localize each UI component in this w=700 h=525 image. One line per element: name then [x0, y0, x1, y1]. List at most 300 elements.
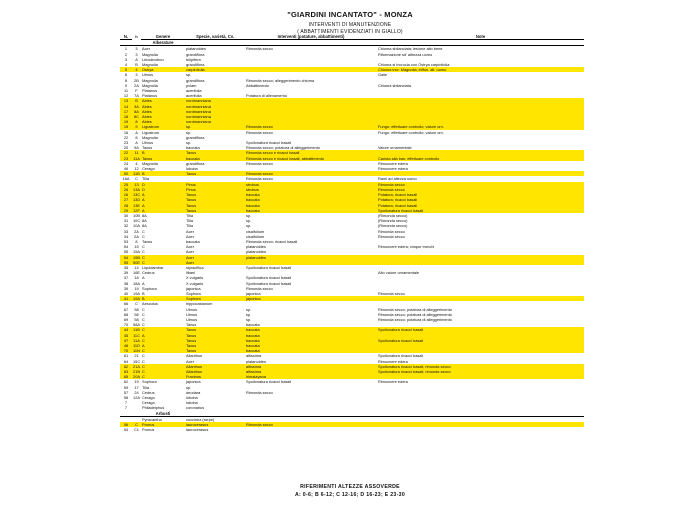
- cell-specie: Acer: [186, 228, 194, 234]
- cell-n: 25: [120, 182, 132, 187]
- cell-n: 17: [120, 109, 132, 114]
- cell-n: 64: [123, 358, 129, 364]
- cell-n: 12: [123, 93, 129, 99]
- cell-specie: baccata: [186, 238, 200, 244]
- cell-interventi: himalayana: [245, 374, 377, 379]
- cell-h: 9A: [134, 145, 139, 151]
- cell-h: 15C: [133, 358, 141, 364]
- cell-specie: acerifolia: [186, 88, 202, 94]
- cell-n: 39: [123, 285, 129, 291]
- cell-n: 33: [123, 228, 129, 234]
- cell-specie: grandiflora: [186, 77, 205, 83]
- cell-interventi: Spollonatura ricacci basali: [246, 264, 292, 270]
- cell-h: 11C: [133, 332, 140, 338]
- cell-h: 13A: [133, 186, 140, 192]
- cell-n: 6: [124, 72, 128, 78]
- cell-specie: nordmanniana: [185, 109, 245, 114]
- cell-h: 11A: [133, 337, 140, 343]
- cell-interventi: platanoides: [246, 244, 266, 250]
- cell-interventi: baccata: [245, 338, 377, 343]
- page-subtitle-2: ( ABBATTIMENTI EVIDENZIATI IN GIALLO): [297, 29, 403, 35]
- cell-h: 13C: [133, 192, 141, 198]
- cell-h: 17: [134, 384, 139, 390]
- cell-n: 29: [120, 208, 132, 213]
- cell-interventi: Rimonda secco; potatura di alleggerimento: [246, 145, 320, 151]
- cell-n: 67: [123, 306, 129, 312]
- cell-interventi: Rimonda secco e ricacci basali; abbattimento: [245, 156, 377, 161]
- cell-h: 2A: [134, 228, 139, 234]
- cell-interventi: platanoides: [246, 358, 266, 364]
- cell-interventi: baccata: [245, 327, 377, 332]
- cell-specie: Ulmus: [186, 306, 198, 312]
- cell-note: Rimonda secco; potatura di alleggerimento: [378, 306, 452, 312]
- cell-note: Rami ad altezza uomo: [378, 176, 417, 182]
- cell-h: 19A: [133, 290, 140, 296]
- cell-h: 3: [135, 46, 138, 52]
- cell-h: F: [135, 88, 138, 94]
- cell-n: 38: [123, 280, 129, 286]
- cell-genere: Tilia: [142, 384, 149, 390]
- cell-n: 58: [123, 395, 129, 401]
- cell-specie: libani: [186, 270, 196, 276]
- cell-note: Rimuovere edera: [378, 160, 408, 166]
- cell-n: 14: [120, 104, 132, 109]
- cell-genere: Acer: [142, 46, 150, 52]
- cell-note: Potatura; ricacci basali: [377, 197, 584, 202]
- cell-genere: A: [141, 197, 185, 202]
- cell-genere: C: [142, 249, 145, 255]
- cell-n: 7: [124, 405, 128, 411]
- cell-h: 10B: [133, 212, 140, 218]
- cell-h: B: [132, 98, 141, 103]
- cell-note: Fungo: effettuare controllo; valore orn.: [378, 129, 444, 135]
- cell-interventi: baccata: [245, 348, 377, 353]
- cell-note: Rimonda secco: [378, 233, 405, 239]
- cell-h: 3A: [132, 104, 141, 109]
- cell-genere: Magnolia: [142, 134, 158, 140]
- cell-h: 14: [134, 264, 139, 270]
- cell-interventi: Spollonatura ricacci basali: [246, 379, 292, 385]
- cell-genere: Cerago: [142, 395, 155, 401]
- cell-genere: Abies: [141, 104, 185, 109]
- cell-specie: tulipifera: [186, 56, 201, 62]
- cell-specie: Taxus: [185, 203, 245, 208]
- cell-genere: Pyracantha: [142, 416, 162, 422]
- cell-genere: Sophora: [142, 379, 157, 385]
- cell-h: 19: [134, 379, 139, 385]
- cell-n: 62: [120, 364, 132, 369]
- cell-specie: Allanthus: [186, 353, 203, 359]
- cell-note: Rimuovere edera: [378, 379, 408, 385]
- cell-specie: Pinus: [185, 182, 245, 187]
- cell-h: 12A: [133, 395, 140, 401]
- cell-genere: Taxus: [142, 238, 153, 244]
- cell-n: 18: [120, 114, 132, 119]
- cell-n: 20: [123, 145, 129, 151]
- cell-h: 11: [132, 150, 141, 155]
- cell-interventi: baccata: [245, 343, 377, 348]
- cell-interventi: sp.: [246, 212, 252, 218]
- cell-note: Spollonatura ricacci basali: [378, 353, 424, 359]
- cell-note: (Rimonda secco): [378, 218, 408, 224]
- cell-h: 8: [135, 238, 138, 244]
- cell-n: 53: [123, 238, 129, 244]
- cell-specie: Taxus: [185, 150, 245, 155]
- cell-genere: Taxus: [142, 145, 153, 151]
- cell-n: 19: [120, 119, 132, 124]
- cell-h: 16E: [133, 270, 140, 276]
- page-subtitle-1: INTERVENTI DI MANUTENZIONE: [308, 22, 392, 28]
- cell-genere: Liriodendron: [142, 56, 164, 62]
- cell-specie: sp.: [186, 129, 192, 135]
- page-title: "GIARDINI INCANTATO" - MONZA: [287, 10, 413, 19]
- cell-n: 28: [120, 203, 132, 208]
- footer-legend: [0, 484, 700, 498]
- cell-genere: Magnolia: [142, 160, 158, 166]
- cell-specie: Tilia: [186, 218, 193, 224]
- cell-note: Spollonatura ricacci basali; rimonda secco: [377, 364, 584, 369]
- cell-n: 23: [123, 140, 129, 146]
- cell-interventi: Spollonatura ricacci basali: [246, 275, 292, 281]
- cell-note: Spollonatura ricacci basali: [377, 338, 584, 343]
- cell-h: 10C: [133, 218, 141, 224]
- col-head-n: N.: [120, 34, 132, 40]
- col-head-specie: Specie, varietà, Cv.: [185, 34, 245, 40]
- cell-specie: Fraxinus: [185, 374, 245, 379]
- cell-h: 13: [132, 182, 141, 187]
- cell-genere: Magnolia: [142, 77, 158, 83]
- interventions-table: [120, 34, 584, 432]
- cell-specie: Taxus: [185, 348, 245, 353]
- cell-note: Fungo: effettuare controllo; valore orn.: [377, 124, 584, 129]
- cell-interventi: Rimonda secco: [246, 176, 273, 182]
- cell-genere: Cerago: [142, 400, 155, 406]
- cell-n: 40: [123, 290, 129, 296]
- cell-note: Rimuovere edera: [378, 166, 408, 172]
- cell-n: 11: [123, 88, 129, 94]
- cell-genere: Ulmus: [142, 72, 154, 78]
- cell-specie: Taxus: [185, 333, 245, 338]
- cell-specie: deodara: [186, 389, 201, 395]
- cell-genere: C: [141, 255, 185, 260]
- cell-h: C: [132, 422, 141, 427]
- cell-n: 54: [123, 427, 129, 433]
- cell-n: 65: [120, 374, 132, 379]
- cell-genere: C: [142, 233, 145, 239]
- cell-h: 18: [134, 275, 139, 281]
- cell-interventi: baccata: [245, 192, 377, 197]
- cell-n: 41: [120, 296, 132, 301]
- cell-genere: Liquidambar: [142, 264, 164, 270]
- cell-interventi: Abbattimento: [246, 82, 269, 88]
- cell-genere: Abies: [141, 119, 185, 124]
- cell-interventi: Rimonda secco: [245, 422, 377, 427]
- cell-interventi: Rimonda secco: [245, 124, 377, 129]
- cell-specie: nordmanniana: [185, 114, 245, 119]
- cell-n: 61: [123, 353, 129, 359]
- cell-genere: C: [142, 358, 145, 364]
- cell-specie: Taxus: [186, 322, 197, 328]
- cell-genere: D: [141, 182, 185, 187]
- cell-h: C: [135, 301, 138, 307]
- cell-interventi: cisalfolium: [246, 228, 265, 234]
- cell-genere: Ligustrum: [141, 124, 185, 129]
- cell-genere: D: [141, 187, 185, 192]
- cell-h: 18A: [133, 280, 140, 286]
- cell-h: 11N: [133, 348, 140, 354]
- cell-specie: styraciflua: [186, 264, 204, 270]
- cell-h: 21A: [133, 363, 140, 369]
- cell-specie: sp.: [186, 72, 192, 78]
- cell-specie: Allanthus: [185, 369, 245, 374]
- cell-genere: Aesculus: [142, 301, 158, 307]
- cell-genere: A: [141, 343, 185, 348]
- cell-genere: A: [142, 275, 145, 281]
- cell-genere: A: [141, 333, 185, 338]
- cell-genere: Philadelphus: [142, 405, 165, 411]
- cell-genere: A: [141, 192, 185, 197]
- cell-n: 26: [120, 192, 132, 197]
- cell-genere: A: [142, 280, 145, 286]
- col-head-genere: Genere: [141, 34, 185, 40]
- cell-note: Spollonatura ricacci basali; rimonda secco: [377, 369, 584, 374]
- cell-n: 63: [120, 369, 132, 374]
- cell-interventi: Rimonda secco; alleggerimento chioma: [246, 77, 315, 83]
- cell-h: 11B: [133, 171, 140, 177]
- cell-n: 26: [120, 187, 132, 192]
- cell-h: 4: [135, 160, 138, 166]
- section-label-alberature: Alberature: [141, 40, 185, 46]
- cell-h: 11D: [133, 342, 140, 348]
- cell-interventi: sp.: [246, 316, 252, 322]
- cell-n: 59: [123, 384, 129, 390]
- cell-h: 2B: [134, 77, 139, 83]
- cell-n: 8: [124, 77, 128, 83]
- cell-n: 15: [120, 124, 132, 129]
- cell-n: 23: [120, 156, 132, 161]
- cell-n: 7: [124, 400, 128, 406]
- cell-genere: Cedrus: [142, 270, 155, 276]
- cell-note: Chioma sbilanciata; lesione alto bene: [378, 46, 443, 52]
- cell-specie: sp.: [186, 140, 192, 146]
- cell-note: (Rimonda secco): [378, 212, 408, 218]
- cell-specie: laurocerasus: [186, 427, 209, 433]
- cell-h: 13D: [133, 197, 141, 203]
- cell-interventi: japonica: [245, 296, 377, 301]
- cell-note: Rimuovere edera; cinque tronchi: [378, 244, 435, 250]
- cell-n: 27: [120, 197, 132, 202]
- cell-h: A: [135, 56, 138, 62]
- cell-n: 48: [120, 343, 132, 348]
- cell-h: 4: [132, 67, 141, 72]
- cell-specie: Tilia: [186, 212, 193, 218]
- cell-genere: Ligustrum: [142, 129, 160, 135]
- cell-specie: Acer: [185, 255, 245, 260]
- cell-specie: platanoides: [186, 46, 206, 52]
- cell-note: Alto valore ornamentale: [378, 270, 420, 276]
- cell-specie: coccinea (siepe): [186, 416, 215, 422]
- cell-note: Chioma si incrocia con Ostrya carpinifolia: [378, 62, 450, 68]
- cell-genere: C: [141, 369, 185, 374]
- cell-n: 47: [120, 338, 132, 343]
- cell-note: (Rimonda secco): [378, 223, 408, 229]
- cell-n: 45: [120, 333, 132, 338]
- cell-genere: C: [142, 228, 145, 234]
- cell-interventi: Potatura di allevamento: [246, 93, 287, 99]
- cell-genere: Cedrus: [142, 389, 155, 395]
- cell-specie: grandiflora: [186, 51, 205, 57]
- cell-interventi: sp.: [246, 218, 252, 224]
- cell-interventi: altissima: [245, 369, 377, 374]
- cell-specie: Acer: [186, 358, 194, 364]
- cell-h: 13E: [133, 202, 140, 208]
- col-head-h: h: [135, 34, 138, 40]
- cell-interventi: Spollonatura ricacci basali: [246, 280, 292, 286]
- cell-genere: C: [142, 322, 145, 328]
- cell-n: 55: [120, 260, 132, 265]
- cell-h: 19: [134, 285, 139, 291]
- cell-genere: Ostrya: [141, 67, 185, 72]
- cell-specie: loboba: [186, 395, 198, 401]
- cell-specie: Taxus: [185, 197, 245, 202]
- cell-genere: C: [142, 311, 145, 317]
- cell-genere: Magnolia: [142, 82, 158, 88]
- cell-h: 24: [134, 389, 139, 395]
- cell-note: Potatura; ricacci basali: [377, 203, 584, 208]
- cell-genere: B: [142, 290, 145, 296]
- cell-h: C1: [134, 427, 139, 433]
- cell-interventi: altissima: [246, 353, 262, 359]
- cell-h: 10A: [133, 223, 140, 229]
- cell-specie: carpinifolia: [185, 67, 245, 72]
- cell-specie: nordmanniana: [185, 104, 245, 109]
- table-row: [120, 427, 584, 432]
- cell-genere: Platanus: [142, 88, 158, 94]
- cell-specie: sp.: [186, 384, 192, 390]
- cell-h: 2A: [134, 82, 139, 88]
- cell-h: 11B: [133, 327, 140, 333]
- cell-h: B: [135, 62, 138, 68]
- cell-h: 8: [135, 134, 138, 140]
- cell-genere: A: [141, 203, 185, 208]
- cell-n: 1: [124, 46, 128, 52]
- cell-specie: Taxus: [185, 338, 245, 343]
- cell-note: [377, 427, 584, 432]
- cell-interventi: strobus: [245, 187, 377, 192]
- cell-genere: 8A: [142, 223, 147, 229]
- cell-genere: C: [142, 244, 145, 250]
- cell-genere: 8A: [142, 218, 147, 224]
- cell-note: Galle: [378, 72, 388, 78]
- cell-genere: Magnolia: [142, 62, 158, 68]
- cell-genere: Sophora: [142, 285, 157, 291]
- cell-note: Cariota alla bas: effettuare controllo: [377, 156, 584, 161]
- cell-interventi: strobus: [245, 182, 377, 187]
- footer-line-1: RIFERIMENTI ALTEZZE ASSOVERDE: [300, 484, 400, 490]
- cell-h: 12F: [133, 207, 140, 213]
- cell-n: 46: [123, 166, 129, 172]
- cell-genere: Taxus: [141, 156, 185, 161]
- cell-note: Spollonatura ricacci basali: [377, 327, 584, 332]
- cell-h: 19A: [133, 296, 140, 302]
- cell-genere: C: [141, 260, 185, 265]
- cell-genere: Abies: [141, 114, 185, 119]
- cell-note: Chioma sbilanciata: [378, 82, 411, 88]
- cell-note: Chioma incr. Magnolia; biffon. alt. uomo: [377, 67, 584, 72]
- col-head-interventi: Interventi (potature, abbattimenti): [245, 34, 377, 40]
- cell-h: 9: [132, 124, 141, 129]
- cell-specie: Taxus: [185, 327, 245, 332]
- cell-genere: C: [141, 327, 185, 332]
- cell-n: 5: [120, 67, 132, 72]
- cell-genere: 8A: [142, 212, 147, 218]
- cell-specie: loboba: [186, 400, 198, 406]
- cell-interventi: platanoides: [246, 249, 266, 255]
- cell-n: 68: [123, 311, 129, 317]
- document-header: [0, 0, 700, 35]
- cell-genere: B: [141, 171, 185, 176]
- cell-h: 58: [134, 316, 139, 322]
- cell-interventi: sp.: [246, 306, 252, 312]
- cell-specie: Acer: [186, 233, 194, 239]
- cell-note: Rimonda secco: [377, 182, 584, 187]
- cell-n: 37: [123, 275, 129, 281]
- cell-specie: pvlam: [186, 82, 197, 88]
- cell-n: 39: [123, 270, 129, 276]
- cell-specie: coronarius: [186, 405, 205, 411]
- cell-specie: japonica: [186, 379, 201, 385]
- cell-interventi: Rimonda secco: [246, 46, 273, 52]
- cell-h: 15A: [133, 249, 140, 255]
- cell-specie: nordmanniana: [185, 98, 245, 103]
- cell-h: 21B: [133, 369, 140, 374]
- cell-interventi: Rimonda secco: [246, 129, 273, 135]
- cell-genere: Cerago: [142, 166, 155, 172]
- cell-n: 16: [123, 129, 129, 135]
- cell-specie: acerifolia: [186, 93, 202, 99]
- cell-specie: Taxus: [185, 192, 245, 197]
- section-label-arbusti: Arbusti: [141, 411, 185, 417]
- cell-n: 70: [123, 322, 129, 328]
- cell-interventi: japonica: [246, 290, 261, 296]
- cell-interventi: Rimonda secco e ricacci basali: [245, 150, 377, 155]
- cell-h: 15: [134, 244, 139, 250]
- cell-n: 30: [123, 212, 129, 218]
- cell-specie: sp.: [185, 124, 245, 129]
- cell-genere: C: [141, 338, 185, 343]
- cell-n: 57: [123, 389, 129, 395]
- cell-n: 9: [124, 82, 128, 88]
- cell-h: C: [135, 176, 138, 182]
- cell-interventi: Rimonda secco: [246, 389, 273, 395]
- cell-h: 7A: [134, 93, 139, 99]
- cell-specie: X vulgaris: [186, 280, 204, 286]
- cell-h: 20A: [133, 374, 140, 380]
- cell-h: 50E: [133, 259, 140, 265]
- cell-h: 15B: [133, 254, 140, 260]
- cell-note: Rimonda secco: [377, 187, 584, 192]
- cell-n: 55: [123, 249, 129, 255]
- cell-n: 66: [123, 301, 129, 307]
- cell-n: 13: [120, 98, 132, 103]
- cell-n: 62: [123, 379, 129, 385]
- cell-interventi: platanoides: [245, 255, 377, 260]
- cell-interventi: Spollonatura ricacci basali: [246, 140, 292, 146]
- cell-h: A: [135, 140, 138, 146]
- cell-specie: baccata: [185, 156, 245, 161]
- cell-n: 35: [123, 264, 129, 270]
- cell-note: Spollonatura ricacci basali: [377, 208, 584, 213]
